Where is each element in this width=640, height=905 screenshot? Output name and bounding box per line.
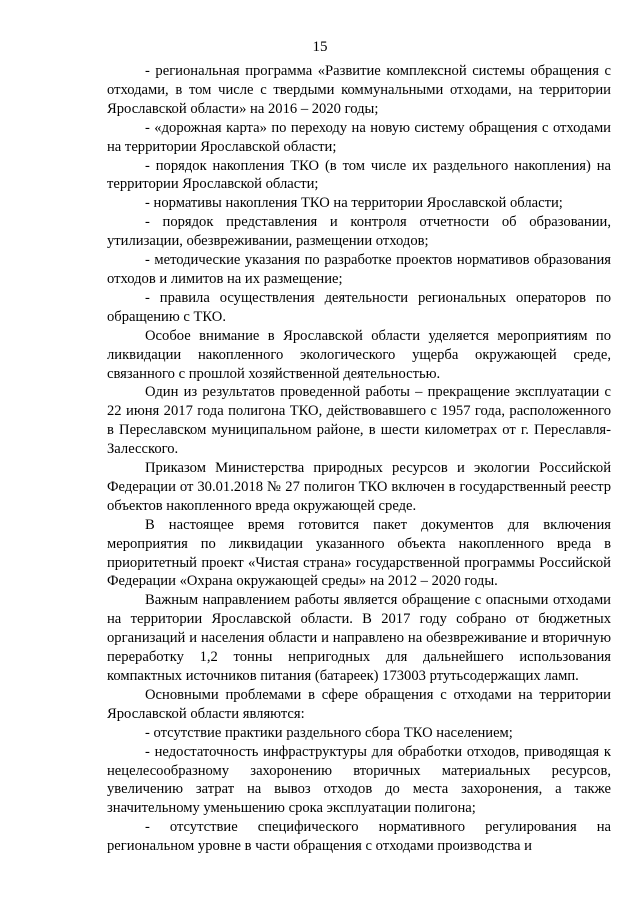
paragraph-regional-program: - региональная программа «Развитие комплексной системы обращения с отходами, в том числе с твердыми коммунальными отходами, на территории Ярославской области» на 2016 – 2020 годы; — [107, 63, 611, 117]
paragraph-regulation: - отсутствие специфического нормативного регулирования на региональном уровне в части обращения с отходами производства и — [107, 819, 611, 855]
paragraph-ministry-order: Приказом Министерства природных ресурсов и экологии Российской Федерации от 30.01.2018 № 27 полигон ТКО включен в государственный реестр объектов накопленного вреда окружающей среде. — [107, 460, 611, 514]
body-text — [107, 62, 611, 856]
paragraph-methodical-guidelines: - методические указания по разработке проектов нормативов образования отходов и лимитов на их размещение; — [107, 252, 611, 287]
paragraph-roadmap: - «дорожная карта» по переходу на новую систему обращения с отходами на территории Ярославской области; — [107, 119, 611, 155]
paragraph-hazardous-waste: Важным направлением работы является обращение с опасными отходами на территории Ярославской области. В 2017 году собрано от бюджетных организаций и населения области и направлено на обезвреживание и вторичную переработку 1,2 тонны непригодных для дальнейшего использования компактных источников питания (батареек) 173003 ртутьсодержащих ламп. — [107, 592, 611, 684]
paragraph-clean-country: В настоящее время готовится пакет документов для включения мероприятия по ликвидации указанного объекта накопленного вреда в приоритетный проект «Чистая страна» государственной программы Российской Федерации «Охрана окружающей среды» на 2012 – 2020 годы. — [107, 516, 611, 590]
paragraph-reporting-order: - порядок представления и контроля отчетности об образовании, утилизации, обезвреживании, размещении отходов; — [107, 214, 611, 250]
paragraph-special-attention: Особое внимание в Ярославской области уделяется мероприятиям по ликвидации накопленного экологического ущерба окружающей среде, связанного с прошлой хозяйственной деятельностью. — [107, 327, 611, 382]
paragraph-landfill-closure: Один из результатов проведенной работы – прекращение эксплуатации с 22 июня 2017 года полигона ТКО, действовавшего с 1957 года, расположенного в Переславском муниципальном районе, в шести километрах от г. Переславля-Залесского. — [107, 384, 611, 458]
paragraph-operator-rules: - правила осуществления деятельности региональных операторов по обращению с ТКО. — [107, 289, 611, 325]
paragraph-main-problems: Основными проблемами в сфере обращения с отходами на территории Ярославской области являются: — [107, 686, 611, 722]
paragraph-accumulation-order: - порядок накопления ТКО (в том числе их раздельного накопления) на территории Ярославской области; — [107, 157, 611, 193]
paragraph-infrastructure: - недостаточность инфраструктуры для обработки отходов, приводящая к нецелесообразному захоронению вторичных материальных ресурсов, увеличению затрат на вывоз отходов до места захоронения, а также значительному уменьшению срока эксплуатации полигона; — [107, 743, 611, 817]
page-number: 15 — [312, 39, 328, 55]
paragraph-separate-collection: - отсутствие практики раздельного сбора ТКО населением; — [145, 724, 513, 741]
paragraph-accumulation-norms: - нормативы накопления ТКО на территории Ярославской области; — [145, 195, 563, 212]
